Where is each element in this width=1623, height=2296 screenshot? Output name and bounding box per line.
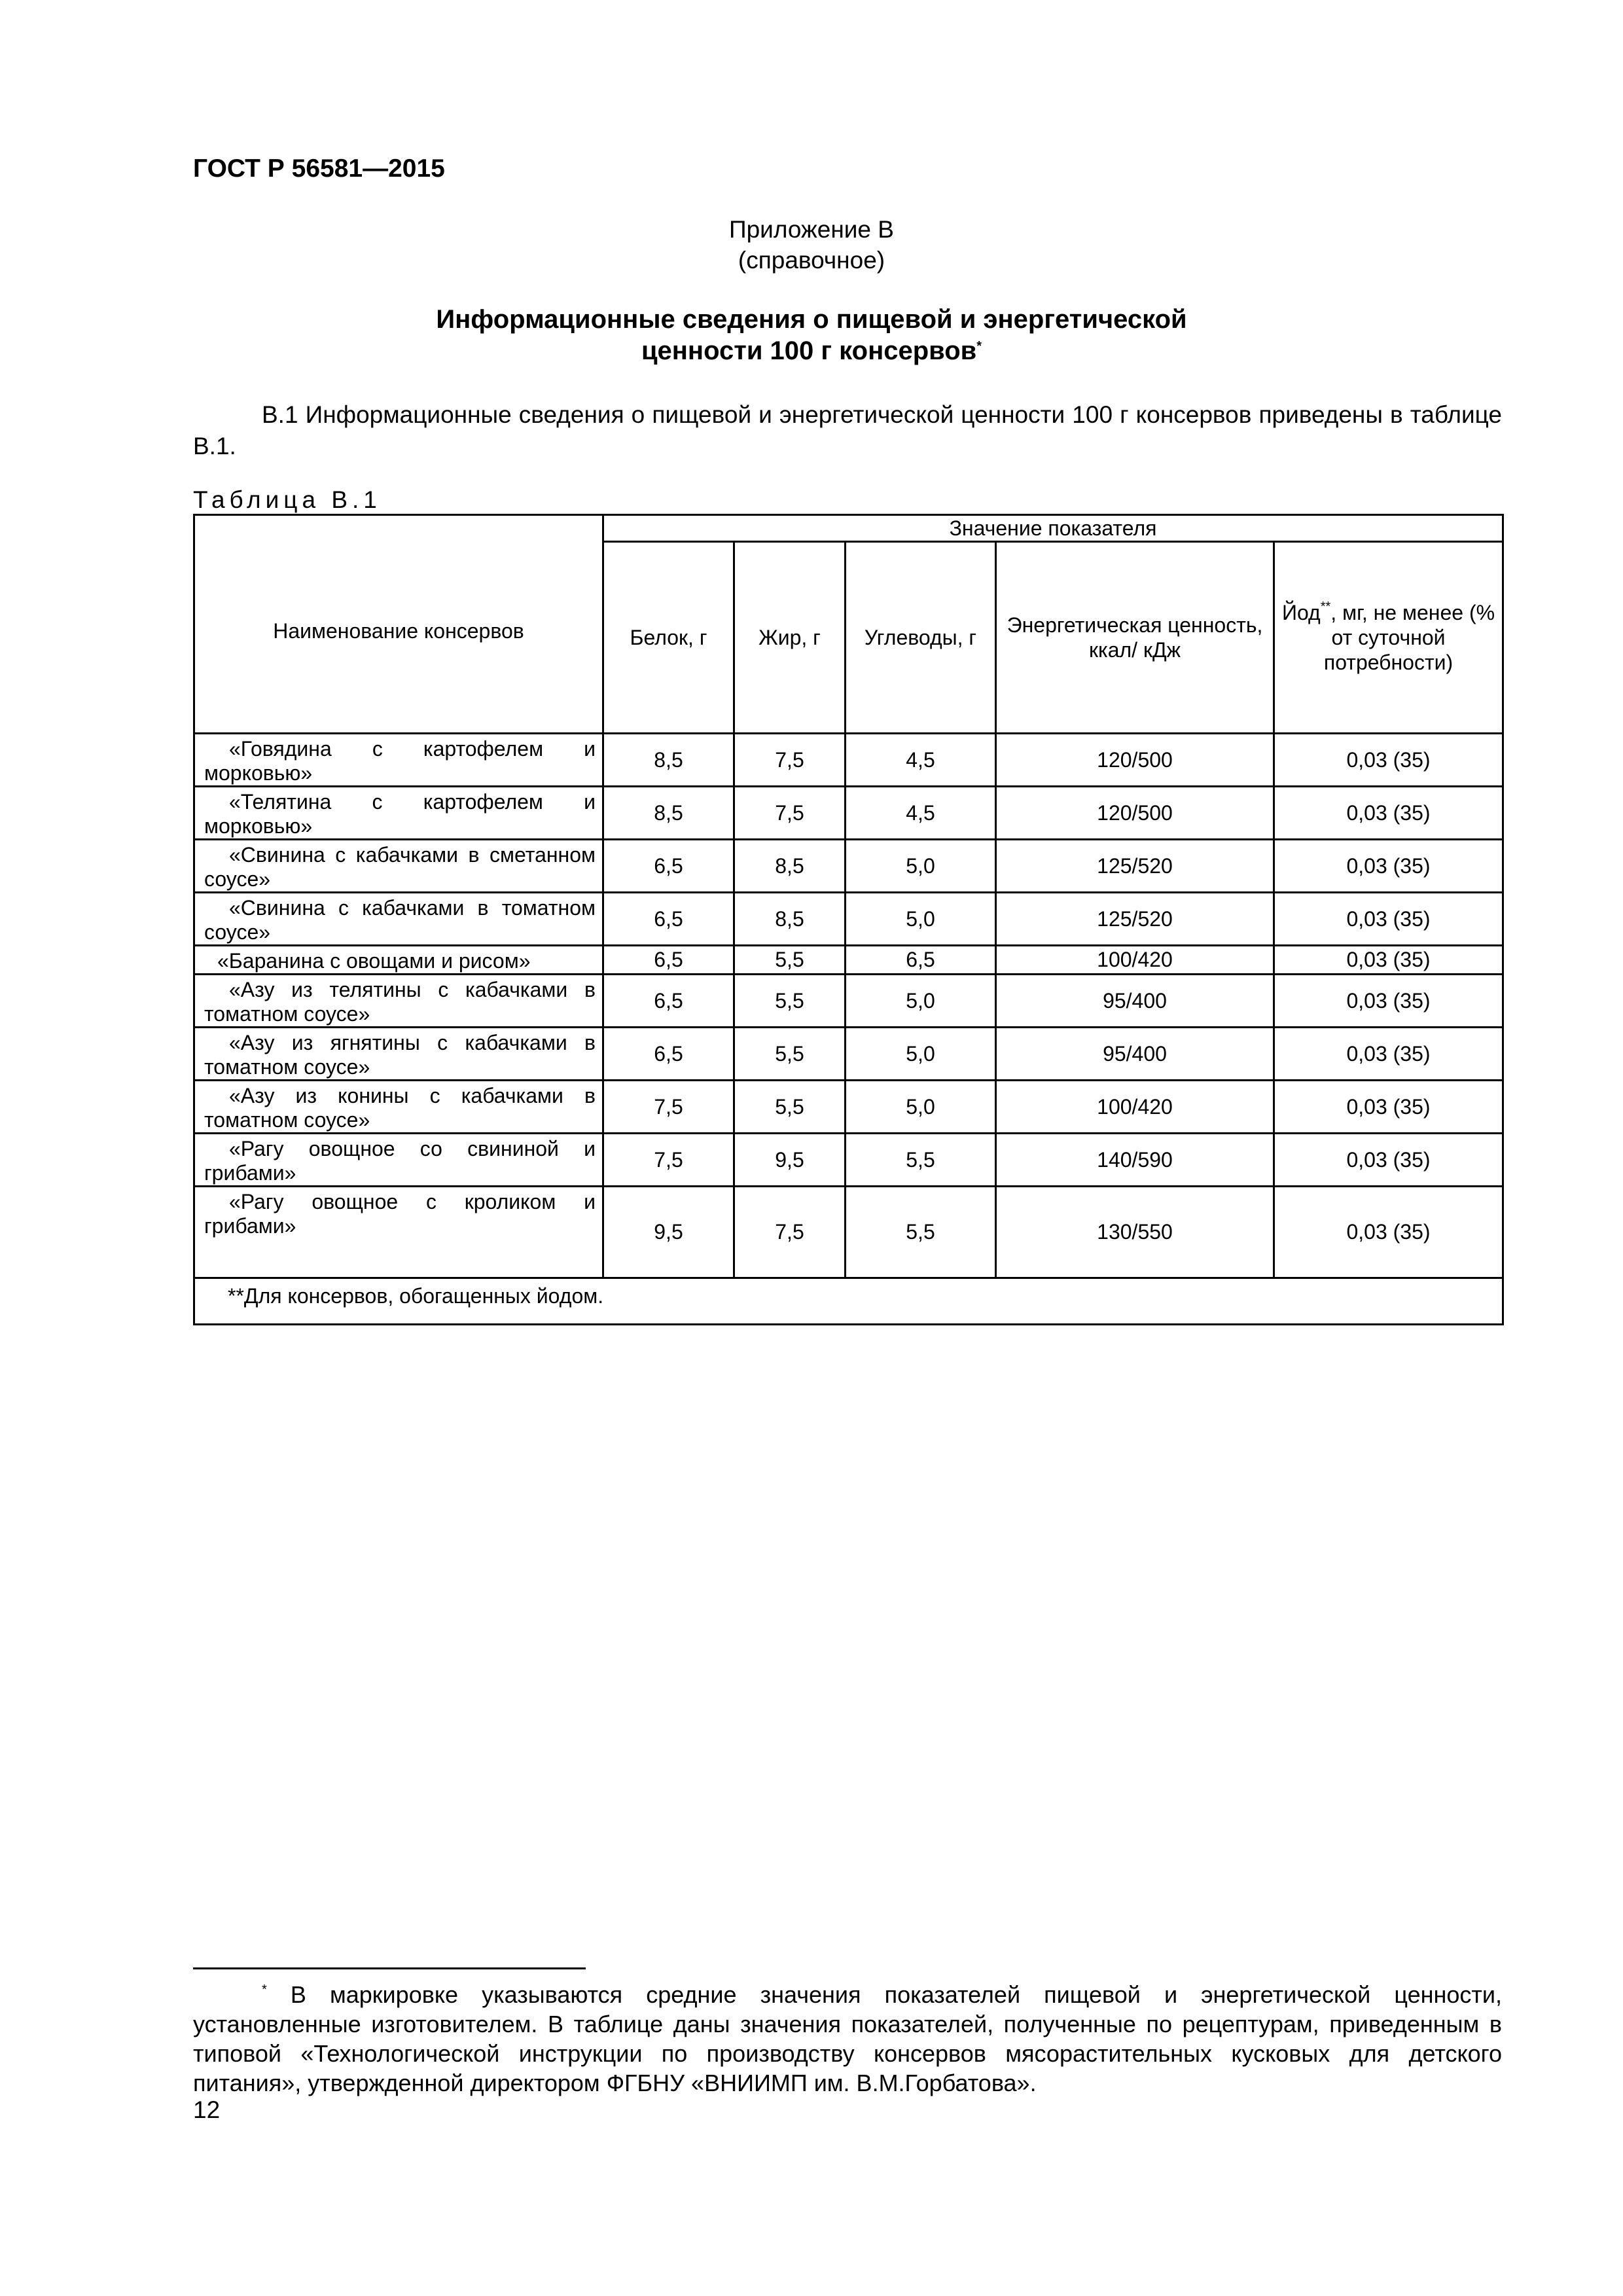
protein-value: 7,5 xyxy=(603,1134,734,1187)
fat-value: 7,5 xyxy=(734,734,846,787)
product-name: «Азу из ягнятины с кабачками в томатном соусе» xyxy=(194,1028,603,1081)
carbs-value: 5,0 xyxy=(846,1081,996,1134)
product-name: «Азу из телятины с кабачками в томатном соусе» xyxy=(194,975,603,1028)
footnote-mark: * xyxy=(262,1982,267,1997)
energy-value: 130/550 xyxy=(996,1187,1274,1278)
energy-value: 100/420 xyxy=(996,1081,1274,1134)
carbs-value: 4,5 xyxy=(846,787,996,840)
document-code: ГОСТ Р 56581—2015 xyxy=(193,154,445,183)
protein-value: 9,5 xyxy=(603,1187,734,1278)
fat-value: 8,5 xyxy=(734,893,846,946)
product-name: «Рагу овощное с кроликом и грибами» xyxy=(194,1187,603,1278)
header-protein: Белок, г xyxy=(603,542,734,734)
header-carbs: Углеводы, г xyxy=(846,542,996,734)
footnote-separator xyxy=(193,1967,586,1969)
fat-value: 5,5 xyxy=(734,946,846,975)
product-name: «Баранина с овощами и рисом» xyxy=(194,946,603,975)
appendix-type: (справочное) xyxy=(738,247,885,274)
appendix-title: Приложение В xyxy=(729,216,894,243)
section-heading-line2 xyxy=(0,334,1623,367)
header-energy: Энергетическая ценность, ккал/ кДж xyxy=(996,542,1274,734)
table-row xyxy=(194,787,1503,840)
product-name: «Свинина с кабачками в сметанном соусе» xyxy=(194,840,603,893)
iodine-value: 0,03 (35) xyxy=(1274,975,1503,1028)
product-name: «Азу из конины с кабачками в томатном соусе» xyxy=(194,1081,603,1134)
header-indicator-value: Значение показателя xyxy=(603,515,1503,542)
carbs-value: 5,0 xyxy=(846,975,996,1028)
nutrition-table xyxy=(193,514,1504,1325)
product-name: «Говядина с картофелем и морковью» xyxy=(194,734,603,787)
carbs-value: 5,0 xyxy=(846,893,996,946)
header-product-name: Наименование консервов xyxy=(194,515,603,734)
carbs-value: 4,5 xyxy=(846,734,996,787)
iodine-value: 0,03 (35) xyxy=(1274,1134,1503,1187)
header-iodine-mark: ** xyxy=(1320,600,1331,614)
table-row xyxy=(194,975,1503,1028)
iodine-value: 0,03 (35) xyxy=(1274,787,1503,840)
header-iodine-label: Йод xyxy=(1281,601,1321,624)
product-name: «Рагу овощное со свининой и грибами» xyxy=(194,1134,603,1187)
table-row xyxy=(194,840,1503,893)
table-footnote: **Для консервов, обогащенных йодом. xyxy=(194,1278,1503,1325)
energy-value: 140/590 xyxy=(996,1134,1274,1187)
energy-value: 120/500 xyxy=(996,787,1274,840)
heading-footnote-mark: * xyxy=(976,339,982,353)
footnote-text: В маркировке указываются средние значения показателей пищевой и энергетической ценности, установленные изготовителем. В таблице даны значения показателей, полученные по рецептурам, приведенным в типовой «Технологической инструкции по производству консервов мясорастительных кусковых для детского питания», утвержденной директором ФГБНУ «ВНИИМП им. В.М.Горбатова». xyxy=(193,1981,1502,2096)
protein-value: 6,5 xyxy=(603,893,734,946)
energy-value: 125/520 xyxy=(996,893,1274,946)
iodine-value: 0,03 (35) xyxy=(1274,1081,1503,1134)
section-heading-line1: Информационные сведения о пищевой и энергетической xyxy=(436,305,1187,334)
iodine-value: 0,03 (35) xyxy=(1274,734,1503,787)
table-caption: Таблица В.1 xyxy=(193,486,382,513)
table-row xyxy=(194,1081,1503,1134)
protein-value: 6,5 xyxy=(603,1028,734,1081)
table-row xyxy=(194,1187,1503,1278)
energy-value: 100/420 xyxy=(996,946,1274,975)
energy-value: 95/400 xyxy=(996,975,1274,1028)
iodine-value: 0,03 (35) xyxy=(1274,893,1503,946)
energy-value: 120/500 xyxy=(996,734,1274,787)
header-iodine-desc: , мг, не менее (% от суточной потребности) xyxy=(1323,601,1495,674)
iodine-value: 0,03 (35) xyxy=(1274,946,1503,975)
intro-paragraph: В.1 Информационные сведения о пищевой и энергетической ценности 100 г консервов приведены в таблице В.1. xyxy=(193,401,1502,459)
header-iodine xyxy=(1274,542,1503,734)
fat-value: 5,5 xyxy=(734,1081,846,1134)
product-name: «Свинина с кабачками в томатном соусе» xyxy=(194,893,603,946)
energy-value: 95/400 xyxy=(996,1028,1274,1081)
fat-value: 7,5 xyxy=(734,1187,846,1278)
iodine-value: 0,03 (35) xyxy=(1274,1028,1503,1081)
fat-value: 5,5 xyxy=(734,1028,846,1081)
table-row xyxy=(194,1028,1503,1081)
fat-value: 7,5 xyxy=(734,787,846,840)
carbs-value: 5,5 xyxy=(846,1134,996,1187)
fat-value: 5,5 xyxy=(734,975,846,1028)
protein-value: 6,5 xyxy=(603,975,734,1028)
iodine-value: 0,03 (35) xyxy=(1274,840,1503,893)
product-name: «Телятина с картофелем и морковью» xyxy=(194,787,603,840)
heading-text: ценности 100 г консервов xyxy=(641,336,977,365)
carbs-value: 6,5 xyxy=(846,946,996,975)
fat-value: 9,5 xyxy=(734,1134,846,1187)
protein-value: 6,5 xyxy=(603,946,734,975)
protein-value: 7,5 xyxy=(603,1081,734,1134)
protein-value: 8,5 xyxy=(603,787,734,840)
carbs-value: 5,0 xyxy=(846,1028,996,1081)
page-number: 12 xyxy=(193,2096,221,2123)
table-row xyxy=(194,1134,1503,1187)
table-row xyxy=(194,893,1503,946)
iodine-value: 0,03 (35) xyxy=(1274,1187,1503,1278)
protein-value: 6,5 xyxy=(603,840,734,893)
energy-value: 125/520 xyxy=(996,840,1274,893)
header-fat: Жир, г xyxy=(734,542,846,734)
carbs-value: 5,0 xyxy=(846,840,996,893)
table-row xyxy=(194,946,1503,975)
protein-value: 8,5 xyxy=(603,734,734,787)
table-row xyxy=(194,734,1503,787)
fat-value: 8,5 xyxy=(734,840,846,893)
carbs-value: 5,5 xyxy=(846,1187,996,1278)
page-footnote xyxy=(193,1980,1502,2098)
